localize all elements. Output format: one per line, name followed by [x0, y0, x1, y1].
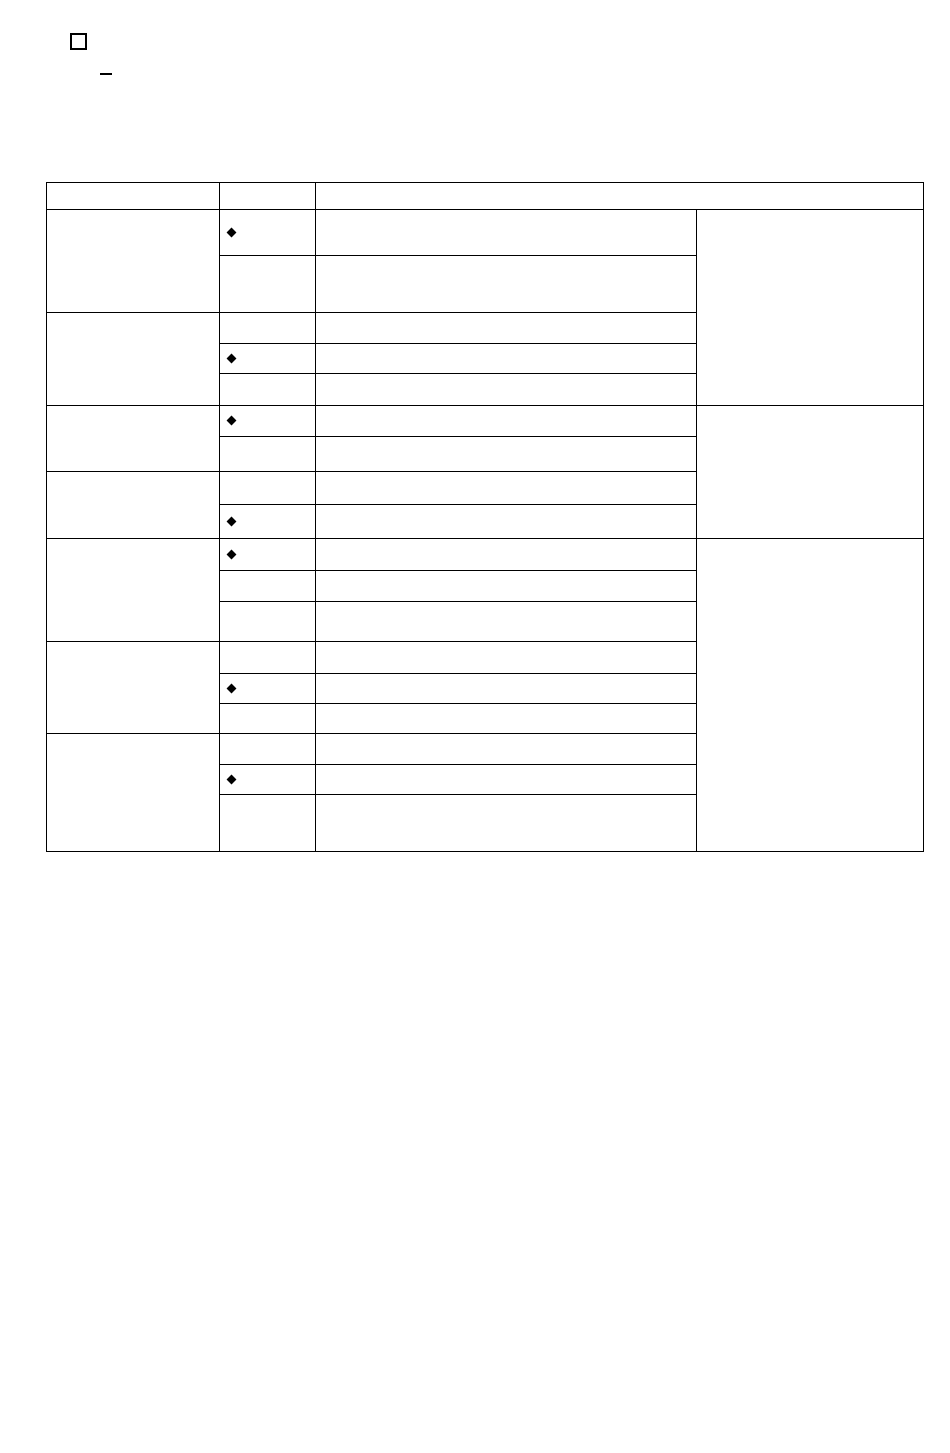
parameter-cell: [220, 674, 316, 704]
parameter-cell: [220, 795, 316, 852]
function-table: [46, 182, 924, 852]
checkbox-bullet-icon: [70, 33, 87, 50]
default-diamond-icon: [227, 227, 237, 237]
parameter-cell: [220, 571, 316, 602]
description-cell: [316, 505, 697, 539]
function-cell: [47, 472, 220, 539]
description-cell: [316, 704, 697, 734]
header-beschreibung: [316, 183, 924, 210]
function-cell: [47, 734, 220, 852]
description-cell: [316, 642, 697, 674]
parameter-cell: [220, 642, 316, 674]
note-cell: [697, 406, 924, 539]
description-cell: [316, 406, 697, 437]
description-cell: [316, 674, 697, 704]
default-diamond-icon: [227, 353, 237, 363]
table-row: [47, 539, 924, 571]
description-cell: [316, 472, 697, 505]
description-cell: [316, 210, 697, 256]
description-cell: [316, 437, 697, 472]
parameter-cell: [220, 765, 316, 795]
description-cell: [316, 539, 697, 571]
description-cell: [316, 344, 697, 374]
default-diamond-icon: [227, 416, 237, 426]
default-diamond-icon: [227, 549, 237, 559]
parameter-cell: [220, 734, 316, 765]
zero-key-label: [100, 73, 112, 75]
parameter-cell: [220, 210, 316, 256]
table-header-row: [47, 183, 924, 210]
description-cell: [316, 256, 697, 313]
parameter-cell: [220, 602, 316, 642]
description-cell: [316, 734, 697, 765]
default-diamond-icon: [227, 683, 237, 693]
header-funktion: [47, 183, 220, 210]
table-row: [47, 406, 924, 437]
parameter-cell: [220, 374, 316, 406]
parameter-cell: [220, 505, 316, 539]
table-row: [47, 210, 924, 256]
intro-note: [70, 30, 930, 82]
parameter-cell: [220, 704, 316, 734]
function-cell: [47, 406, 220, 472]
parameter-cell: [220, 406, 316, 437]
parameter-cell: [220, 539, 316, 571]
default-diamond-icon: [227, 774, 237, 784]
description-cell: [316, 374, 697, 406]
description-cell: [316, 602, 697, 642]
parameter-cell: [220, 344, 316, 374]
function-cell: [47, 539, 220, 642]
parameter-cell: [220, 256, 316, 313]
function-cell: [47, 313, 220, 406]
parameter-cell: [220, 472, 316, 505]
parameter-cell: [220, 313, 316, 344]
intro-line-2: [70, 56, 930, 82]
note-cell: [697, 539, 924, 852]
function-cell: [47, 642, 220, 734]
note-cell: [697, 210, 924, 406]
header-parameter: [220, 183, 316, 210]
parameter-cell: [220, 437, 316, 472]
default-diamond-icon: [227, 516, 237, 526]
intro-line-1: [70, 30, 930, 56]
description-cell: [316, 571, 697, 602]
description-cell: [316, 313, 697, 344]
description-cell: [316, 765, 697, 795]
function-cell: [47, 210, 220, 313]
description-cell: [316, 795, 697, 852]
